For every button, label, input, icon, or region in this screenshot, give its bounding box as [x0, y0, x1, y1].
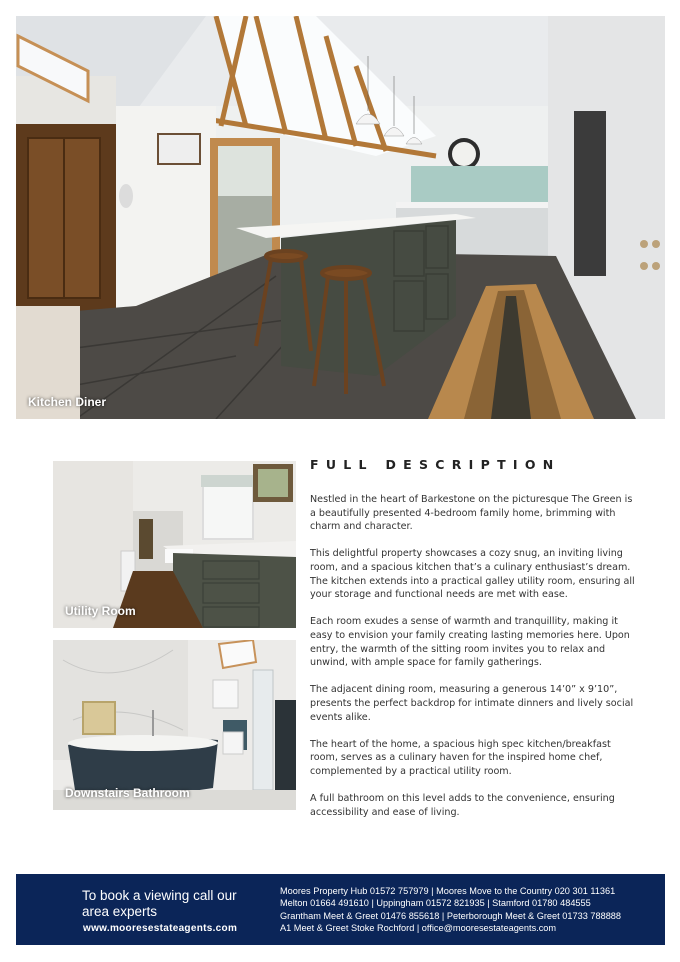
description-paragraph: This delightful property showcases a cozy snug, an inviting living room, and a spacious kitchen that’s a culinary enthusiast’s dream. The kitchen extends into a practical galley utility room, ensuring all your storage and functional needs are met with ease. [310, 548, 635, 601]
office-contacts [280, 885, 660, 934]
utility-room-photo [53, 461, 296, 628]
description-paragraph: The adjacent dining room, measuring a generous 14’0” x 9’10”, presents the perfect backdrop for intimate dinners and lively social events alike. [310, 684, 634, 723]
contact-line: A1 Meet & Greet Stoke Rochford | office@mooresestateagents.com [280, 922, 557, 933]
contact-line: Moores Property Hub 01572 757979 | Moores Move to the Country 020 301 11361 [280, 886, 616, 896]
kitchen-diner-photo [16, 16, 665, 419]
utility-room-caption: Utility Room [65, 604, 136, 618]
contact-line: Melton 01664 491610 | Uppingham 01572 821935 | Stamford 01780 484555 [280, 898, 591, 909]
kitchen-diner-illustration [16, 16, 665, 419]
utility-room-illustration [53, 461, 296, 628]
cta-line: area experts [82, 903, 158, 919]
website-link[interactable]: www.mooresestateagents.com [83, 923, 238, 934]
description-paragraph: The heart of the home, a spacious high spec kitchen/breakfast room, serves as a culinary haven for the inspired home chef, complemented by a practical utility room. [310, 738, 611, 777]
description-paragraph: A full bathroom on this level adds to the convenience, ensuring accessibility and ease of living. [310, 793, 615, 818]
contact-footer [16, 874, 665, 945]
full-description-section [310, 457, 640, 833]
description-paragraph: Nestled in the heart of Barkestone on the picturesque The Green is a beautifully presented 4-bedroom family home, brimming with charm and character. [310, 494, 633, 533]
downstairs-bathroom-photo [53, 640, 296, 810]
downstairs-bathroom-caption: Downstairs Bathroom [65, 786, 190, 800]
cta-line: To book a viewing call our [82, 888, 237, 903]
booking-call-to-action [82, 888, 272, 919]
full-description-heading: FULL DESCRIPTION [310, 457, 561, 472]
contact-line: Grantham Meet & Greet 01476 855618 | Peterborough Meet & Greet 01733 788888 [280, 910, 622, 921]
description-paragraph: Each room exudes a sense of warmth and tranquillity, making it easy to envision your family creating lasting memories here. Upon entry, the warmth of the sitting room invites you to relax and unwind, with ample space for family gatherings. [310, 616, 630, 669]
kitchen-diner-caption: Kitchen Diner [28, 395, 107, 409]
downstairs-bathroom-illustration [53, 640, 296, 810]
